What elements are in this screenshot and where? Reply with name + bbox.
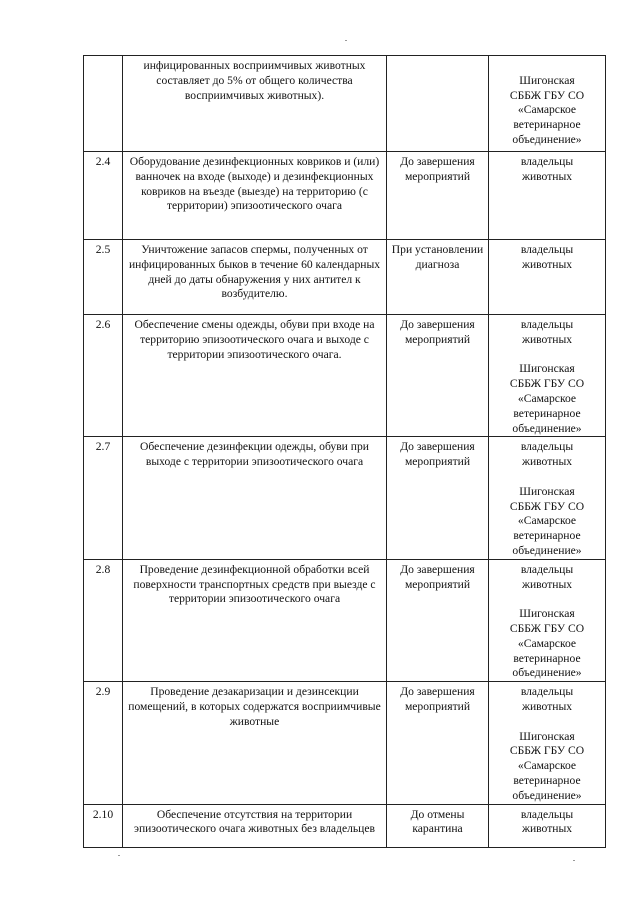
responsible-line: «Самарское (517, 391, 577, 405)
responsible-line: «Самарское (517, 759, 577, 773)
measure-responsible (489, 240, 606, 315)
responsible-line: СББЖ ГБУ СО (509, 88, 585, 102)
row-number: 2.7 (84, 437, 123, 559)
row-number: 2.8 (84, 559, 123, 681)
measure-responsible (489, 804, 606, 847)
line-gap (493, 470, 601, 485)
responsible-line: животных (521, 332, 573, 346)
measure-description: Обеспечение дезинфекции одежды, обуви при выходе с территории эпизоотического очага (123, 437, 387, 559)
measure-term: До отмены карантина (387, 804, 489, 847)
table-row (84, 804, 606, 847)
measure-term: До завершения мероприятий (387, 559, 489, 681)
measure-term: До завершения мероприятий (387, 437, 489, 559)
responsible-line: ветеринарное (513, 529, 581, 543)
row-number: 2.9 (84, 682, 123, 804)
scan-speck (345, 40, 347, 41)
line-gap (493, 715, 601, 730)
row-number: 2.6 (84, 315, 123, 437)
row-number (84, 56, 123, 152)
measure-responsible (489, 315, 606, 437)
responsible-line: «Самарское (517, 636, 577, 650)
responsible-line: животных (521, 577, 573, 591)
scan-speck (118, 855, 120, 856)
responsible-line: владельцы (520, 155, 574, 168)
responsible-line: владельцы (520, 243, 574, 256)
responsible-line: Шигонская (519, 362, 575, 376)
measure-description: инфицированных восприимчивых животных составляет до 5% от общего количества восприимчивых животных). (123, 56, 387, 152)
responsible-line: владельцы (520, 562, 574, 576)
line-gap (493, 348, 601, 363)
scan-speck (573, 860, 575, 861)
measure-term: При установлении диагноза (387, 240, 489, 315)
responsible-line: ветеринарное (513, 118, 581, 132)
measure-responsible (489, 152, 606, 240)
line-gap (493, 592, 601, 607)
responsible-line: объединение» (512, 788, 582, 802)
responsible-line: владельцы (520, 685, 574, 699)
measure-description: Проведение дезакаризации и дезинсекции помещений, в которых содержатся восприимчивые животные (123, 682, 387, 804)
responsible-line: ветеринарное (513, 406, 581, 420)
responsible-line: СББЖ ГБУ СО (509, 499, 585, 513)
responsible-line: СББЖ ГБУ СО (509, 621, 585, 635)
measure-description: Оборудование дезинфекционных ковриков и (или) ванночек на входе (выходе) и дезинфекционных ковриков на въезде (выезде) на территорию (с территории) эпизоотического очага (123, 152, 387, 240)
responsible-line: СББЖ ГБУ СО (509, 744, 585, 758)
measures-table (83, 55, 606, 848)
responsible-line: владельцы (520, 807, 574, 821)
measure-description: Уничтожение запасов спермы, полученных от инфицированных быков в течение 60 календарных дней до даты обнаружения у них антител к возбудителю. (123, 240, 387, 315)
measure-term (387, 56, 489, 152)
measure-term: До завершения мероприятий (387, 152, 489, 240)
measure-description: Проведение дезинфекционной обработки всей поверхности транспортных средств при выезде с территории эпизоотического очага (123, 559, 387, 681)
table-body (84, 56, 606, 848)
responsible-line: владельцы (520, 440, 574, 454)
table-row (84, 559, 606, 681)
measure-term: До завершения мероприятий (387, 315, 489, 437)
table-row (84, 315, 606, 437)
responsible-line: «Самарское (517, 514, 577, 528)
row-number: 2.4 (84, 152, 123, 240)
responsible-line: Шигонская (519, 484, 575, 498)
measure-responsible (489, 559, 606, 681)
table-row (84, 240, 606, 315)
responsible-line: Шигонская (519, 607, 575, 621)
table-row (84, 56, 606, 152)
responsible-line: животных (521, 455, 573, 469)
responsible-line: животных (521, 169, 573, 183)
responsible-line: объединение» (512, 132, 582, 146)
responsible-line: объединение» (512, 421, 582, 435)
responsible-line: животных (521, 822, 573, 836)
responsible-line: объединение» (512, 543, 582, 557)
line-gap (493, 59, 601, 74)
row-number: 2.10 (84, 804, 123, 847)
responsible-line: СББЖ ГБУ СО (509, 377, 585, 391)
measure-responsible (489, 56, 606, 152)
measure-responsible (489, 682, 606, 804)
responsible-line: владельцы (520, 318, 574, 331)
measure-description: Обеспечение смены одежды, обуви при входе на территорию эпизоотического очага и выходе с территории эпизоотического очага. (123, 315, 387, 437)
measure-responsible (489, 437, 606, 559)
responsible-line: Шигонская (519, 73, 575, 87)
responsible-line: объединение» (512, 666, 582, 680)
measure-term: До завершения мероприятий (387, 682, 489, 804)
row-number: 2.5 (84, 240, 123, 315)
table-row (84, 682, 606, 804)
responsible-line: животных (521, 257, 573, 271)
responsible-line: «Самарское (517, 103, 577, 117)
responsible-line: животных (521, 699, 573, 713)
responsible-line: Шигонская (519, 729, 575, 743)
responsible-line: ветеринарное (513, 773, 581, 787)
responsible-line: ветеринарное (513, 651, 581, 665)
table-row (84, 152, 606, 240)
table-row (84, 437, 606, 559)
measure-description: Обеспечение отсутствия на территории эпизоотического очага животных без владельцев (123, 804, 387, 847)
